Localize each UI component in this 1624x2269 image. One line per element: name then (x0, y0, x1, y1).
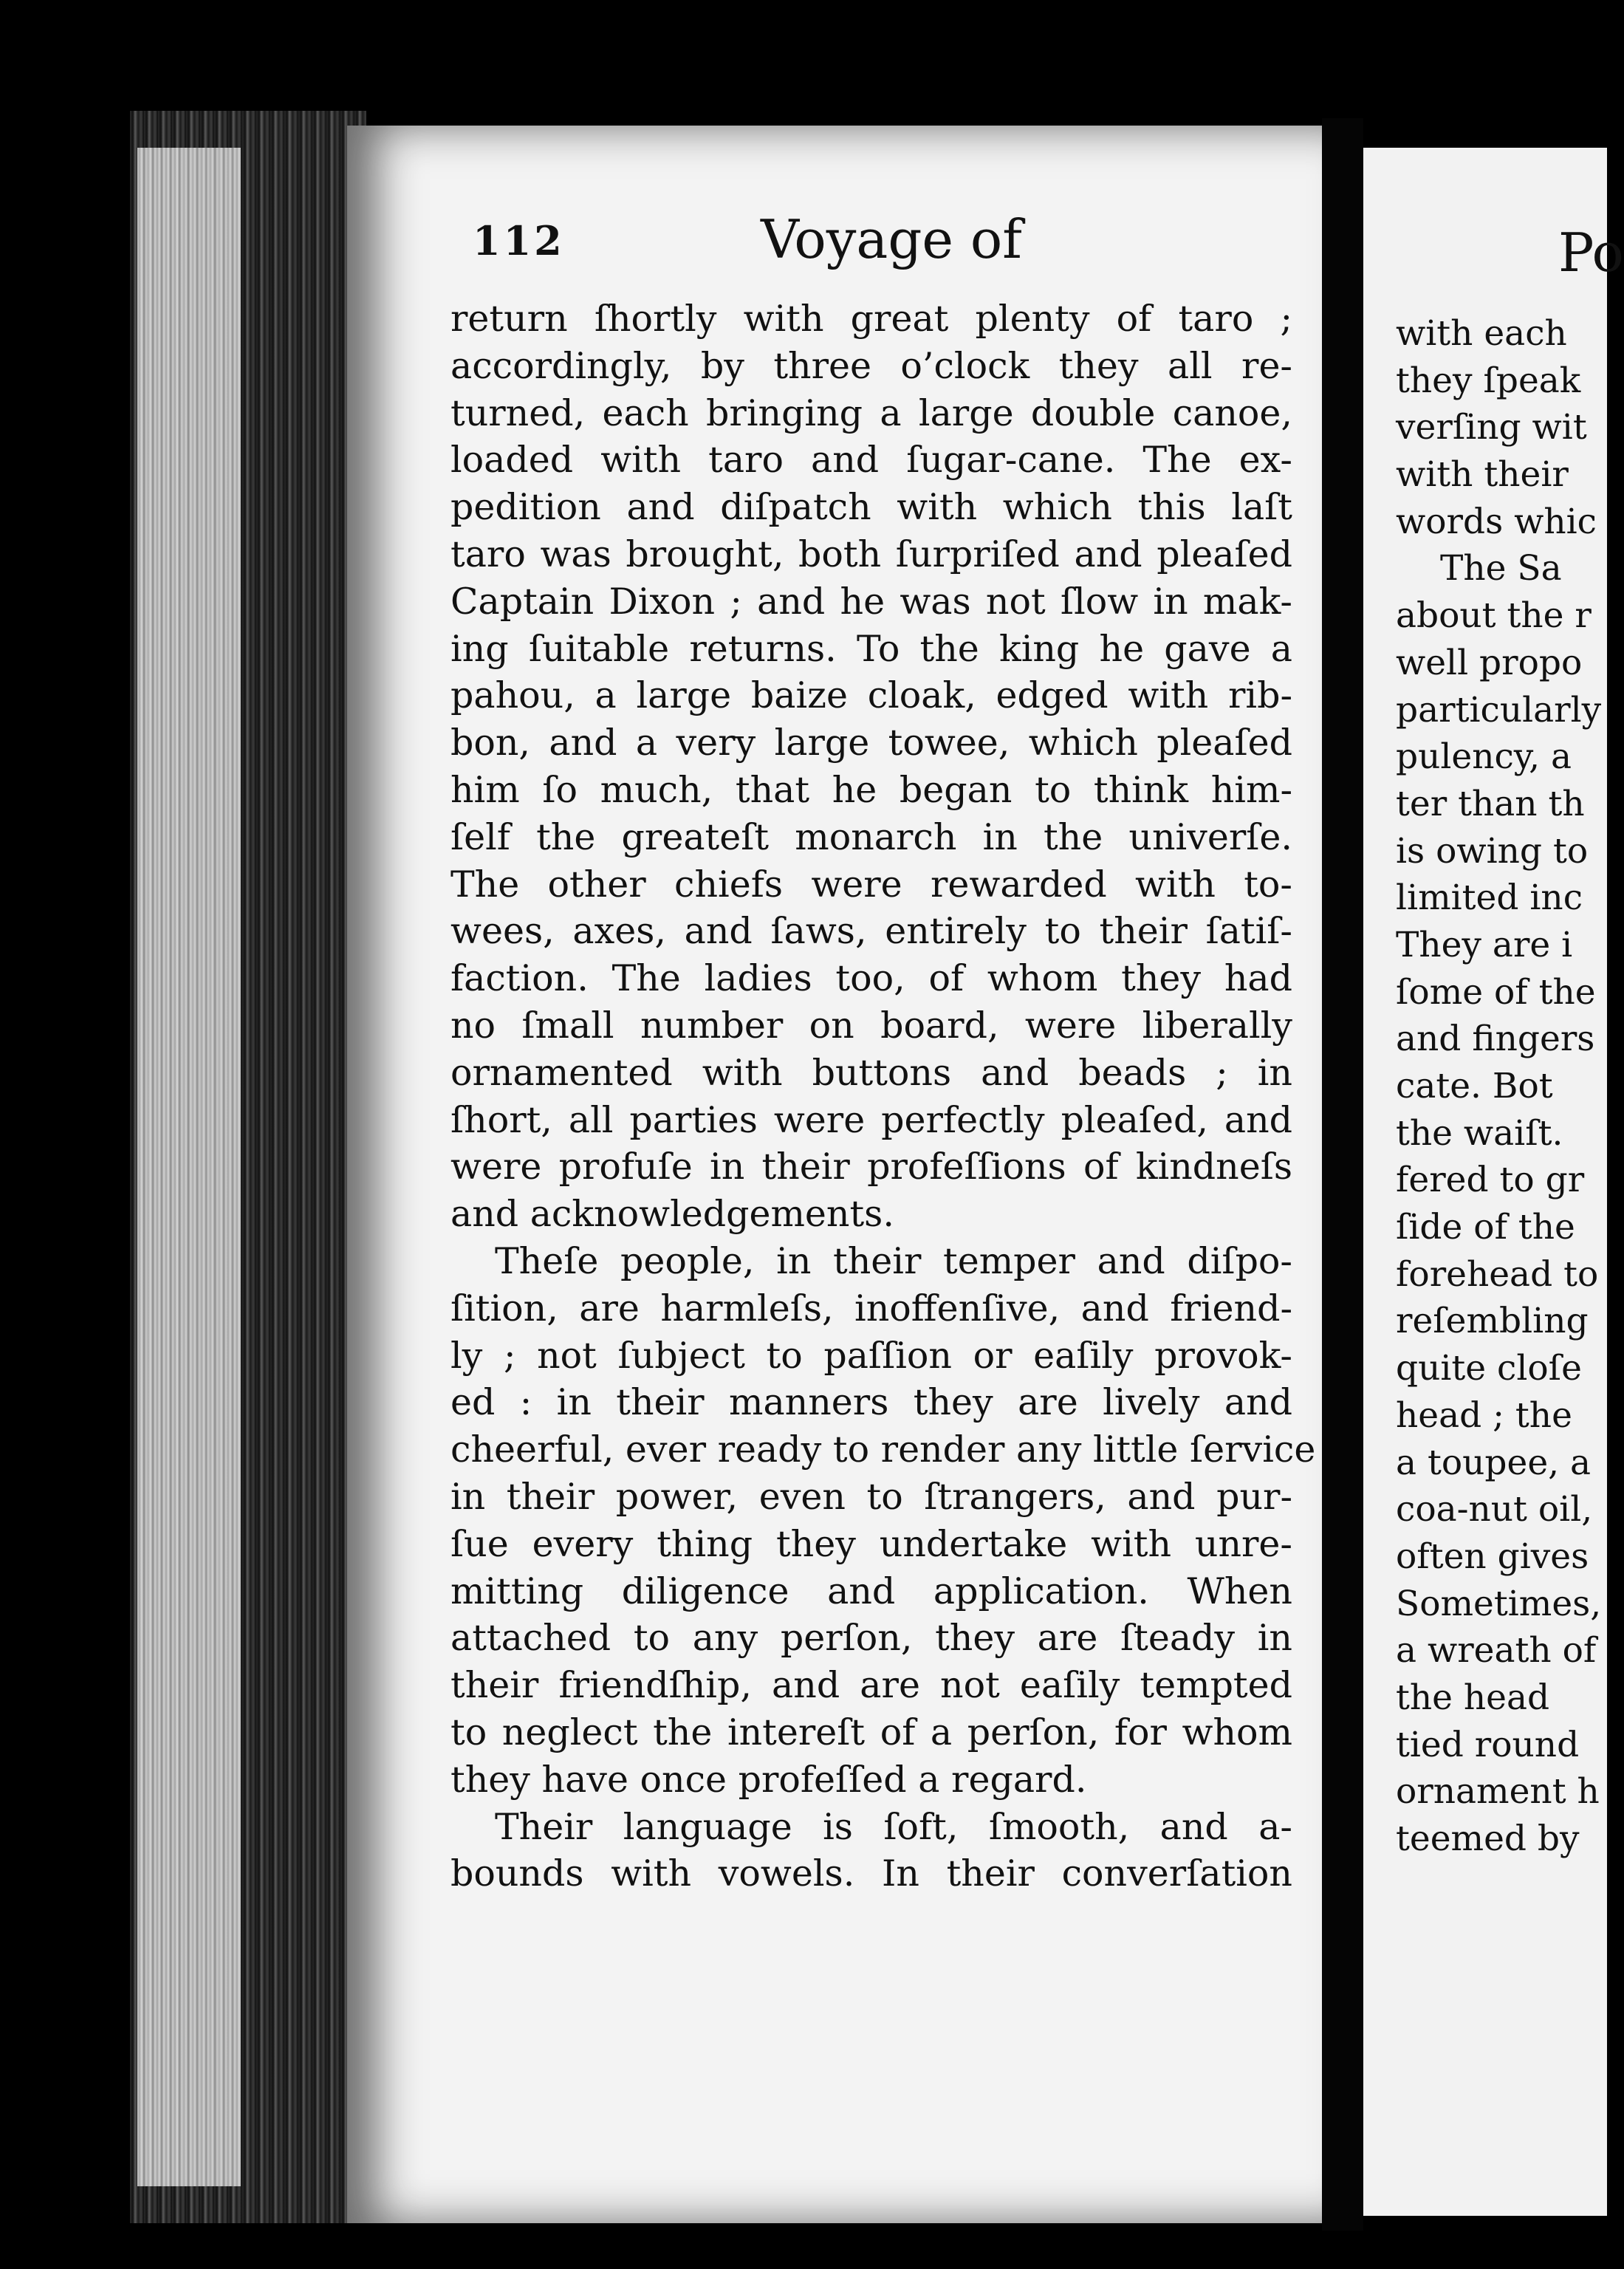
text-line: ed : in their manners they are lively and (450, 1381, 1292, 1424)
text-line: pahou, a large baize cloak, edged with rib- (450, 674, 1292, 717)
text-line: about the r (1396, 595, 1592, 637)
text-line: faction. The ladies too, of whom they had (450, 957, 1292, 1000)
running-head: Voyage of (761, 208, 1022, 270)
text-line: ſome of the (1396, 971, 1596, 1013)
text-line: Their language is ſoft, ſmooth, and a- (495, 1805, 1292, 1848)
text-line: Sometimes, (1396, 1583, 1602, 1624)
text-line: verſing wit (1396, 407, 1587, 448)
text-line: quite cloſe (1396, 1348, 1582, 1389)
text-line: they ſpeak (1396, 360, 1581, 401)
text-line: ſition, are harmleſs, inoffenſive, and friend- (450, 1287, 1292, 1329)
text-line: pedition and diſpatch with which this laſt (450, 486, 1292, 529)
text-line: a toupee, a (1396, 1442, 1592, 1483)
text-line: The other chiefs were rewarded with to- (450, 863, 1292, 906)
text-line: with their (1396, 454, 1569, 496)
text-line: They are i (1396, 924, 1573, 965)
text-line: bon, and a very large towee, which pleaſed (450, 722, 1292, 764)
text-line: ſue every thing they undertake with unre- (450, 1522, 1292, 1565)
text-line: the waiſt. (1396, 1112, 1563, 1154)
left-page-body (450, 295, 1316, 1897)
text-line: ly ; not ſubject to paſſion or eaſily provok- (450, 1334, 1292, 1377)
text-line: wees, axes, and ſaws, entirely to their ſatiſ- (450, 910, 1292, 953)
text-line: with each (1396, 313, 1567, 354)
text-line: forehead to (1396, 1253, 1599, 1295)
text-line: coa-nut oil, (1396, 1489, 1593, 1530)
text-line: reſembling (1396, 1301, 1589, 1342)
text-line: is owing to (1396, 830, 1589, 872)
text-line: a wreath of (1396, 1630, 1597, 1671)
text-line: to neglect the intereſt of a perſon, for whom (450, 1711, 1292, 1753)
text-line: ſelf the greateſt monarch in the univerſe. (450, 815, 1292, 858)
text-line: ornament h (1396, 1771, 1600, 1813)
text-line: their friendſhip, and are not eaſily tempted (450, 1664, 1292, 1707)
text-line: ornamented with buttons and beads ; in (450, 1051, 1292, 1094)
text-line: and acknowledgements. (450, 1193, 894, 1236)
book-page-edges-highlight (137, 148, 241, 2186)
text-line: ſhort, all parties were perfectly pleaſed, and (450, 1098, 1292, 1141)
text-line: attached to any perſon, they are ſteady in (450, 1617, 1292, 1660)
text-line: taro was brought, both ſurpriſed and pleaſed (450, 533, 1292, 575)
text-line: tied round (1396, 1724, 1580, 1765)
text-line: fered to gr (1396, 1160, 1585, 1201)
text-line: him ſo much, that he began to think him- (450, 768, 1292, 811)
text-line: turned, each bringing a large double canoe, (450, 391, 1292, 434)
text-line: no ſmall number on board, were liberally (450, 1004, 1292, 1047)
right-page-body (1396, 310, 1610, 1863)
text-line: teemed by (1396, 1818, 1580, 1859)
text-line: The Sa (1440, 548, 1562, 589)
text-line: bounds with vowels. In their converſation (450, 1852, 1292, 1895)
text-line: mitting diligence and application. When (450, 1570, 1292, 1612)
text-line: loaded with taro and ſugar-cane. The ex- (450, 439, 1292, 482)
left-page-header (473, 208, 1315, 282)
text-line: pulency, a (1396, 736, 1572, 778)
text-line: they have once profeſſed a regard. (450, 1758, 1087, 1801)
text-line: the head (1396, 1677, 1550, 1718)
text-line: Theſe people, in their temper and diſpo- (495, 1239, 1292, 1282)
text-line: often gives (1396, 1536, 1589, 1577)
page-number: 112 (473, 217, 565, 264)
text-line: well propo (1396, 642, 1583, 683)
text-line: ter than th (1396, 783, 1585, 824)
text-line: were profuſe in their profeſſions of kindneſs (450, 1146, 1292, 1188)
text-line: and fingers (1396, 1019, 1595, 1060)
text-line: return ſhortly with great plenty of taro ; (450, 298, 1292, 340)
text-line: cate. Bot (1396, 1066, 1553, 1106)
text-line: cheerful, ever ready to render any little ſervice (450, 1428, 1316, 1471)
text-line: words whic (1396, 501, 1597, 542)
text-line: limited inc (1396, 877, 1583, 919)
right-running-head: Po (1558, 222, 1624, 284)
text-line: accordingly, by three o’clock they all re- (450, 344, 1292, 387)
text-line: Captain Dixon ; and he was not ſlow in mak- (450, 580, 1292, 623)
text-line: particularly (1396, 689, 1602, 730)
text-line: ſide of the (1396, 1207, 1575, 1248)
text-line: ing ſuitable returns. To the king he gave a (450, 627, 1292, 670)
text-line: in their power, even to ſtrangers, and pur- (450, 1475, 1292, 1518)
book-gutter (1322, 118, 1363, 2231)
text-line: head ; the (1396, 1394, 1572, 1436)
